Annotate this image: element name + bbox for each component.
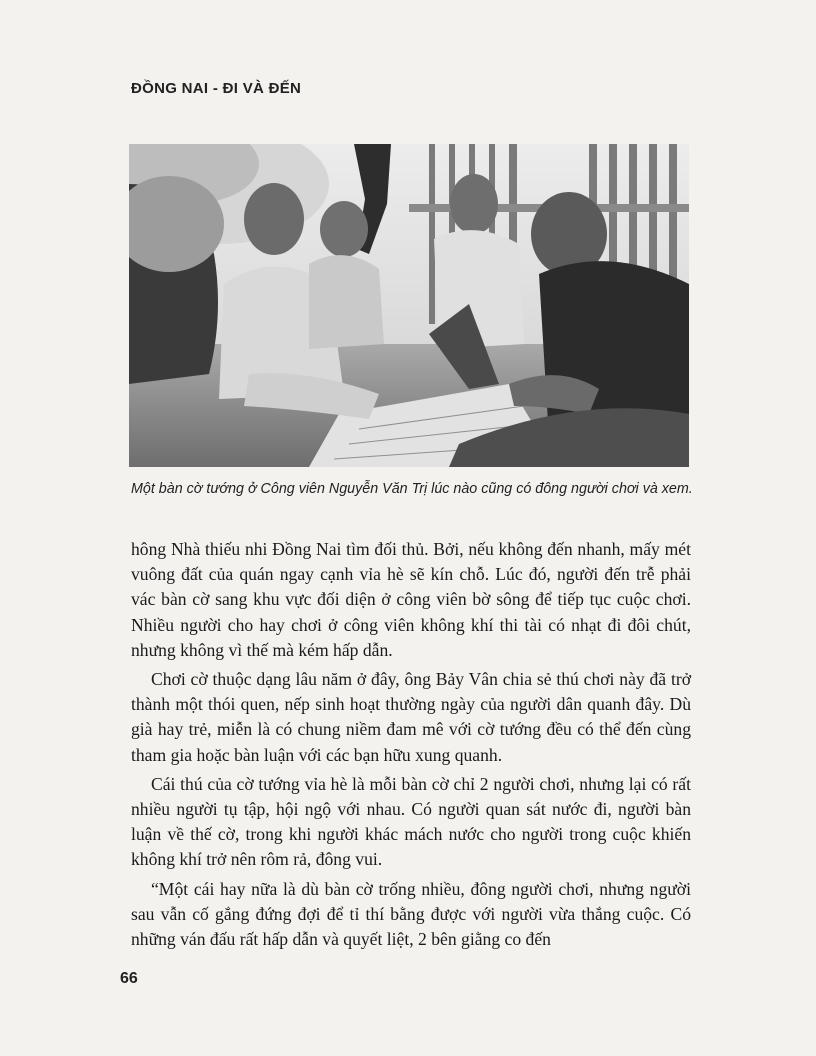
paragraph: hông Nhà thiếu nhi Đồng Nai tìm đối thủ. Bởi, nếu không đến nhanh, mấy mét vuông đất của quán ngay cạnh vỉa hè sẽ kín chỗ. Lúc đó, người đến trễ phải vác bàn cờ sang khu vực đối diện ở công viên bờ sông để tiếp tục cuộc chơi. Nhiều người cho hay chơi ở công viên không khí thi tài có nhạt đi đôi chút, nhưng không vì thế mà kém hấp dẫn. xyxy=(131,539,691,660)
photo-illustration xyxy=(129,144,689,467)
running-header: ĐỒNG NAI - ĐI VÀ ĐẾN xyxy=(131,80,302,97)
body-text xyxy=(131,537,691,956)
photo-caption: Một bàn cờ tướng ở Công viên Nguyễn Văn Trị lúc nào cũng có đông người chơi và xem. xyxy=(131,481,693,497)
chess-players-photo xyxy=(129,144,689,467)
paragraph: “Một cái hay nữa là dù bàn cờ trống nhiều, đông người chơi, nhưng người sau vẫn cố gắng đứng đợi để tỉ thí bằng được với người vừa thắng cuộc. Có những ván đấu rất hấp dẫn và quyết liệt, 2 bên giằng co đến xyxy=(131,878,691,950)
page-number: 66 xyxy=(120,970,138,987)
paragraph: Chơi cờ thuộc dạng lâu năm ở đây, ông Bảy Vân chia sẻ thú chơi này đã trở thành một thói quen, nếp sinh hoạt thường ngày của người dân quanh đây. Dù già hay trẻ, miễn là có chung niềm đam mê với cờ tướng đều có thể đến cùng tham gia hoặc bàn luận với các bạn hữu xung quanh. xyxy=(131,669,691,765)
paragraph: Cái thú của cờ tướng vỉa hè là mỗi bàn cờ chỉ 2 người chơi, nhưng lại có rất nhiều người tụ tập, hội ngộ với nhau. Có người quan sát nước đi, người bàn luận về thế cờ, trong khi người khác mách nước cho người trong cuộc khiến không khí trở nên rôm rả, đông vui. xyxy=(131,773,691,870)
